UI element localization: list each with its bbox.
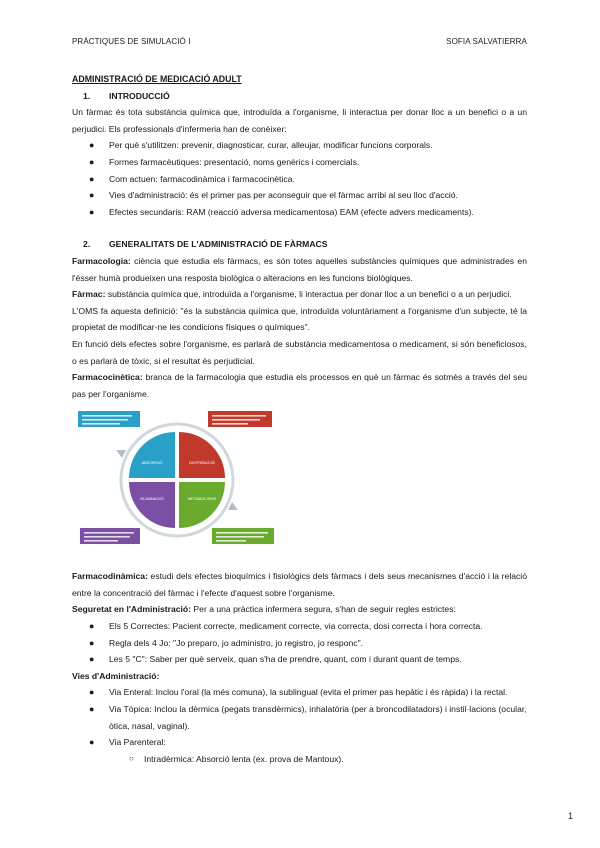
section-number: 1. xyxy=(83,90,91,101)
quadrant-eliminacio xyxy=(129,482,175,528)
seguretat-paragraph: Seguretat en l'Administració: Per a una pràctica infermera segura, s'han de seguir regles estrictes: xyxy=(72,604,456,615)
bullet-icon: ● xyxy=(89,637,95,648)
section-title: GENERALITATS DE L'ADMINISTRACIÓ DE FÀRMACS xyxy=(109,239,328,250)
farmacodinamica-paragraph: Farmacodinàmica: estudi dels efectes bioquímics i fisiològics dels fàrmacs i dels seus mecanismes d'acció i la relació entre la concentració del fàrmac i l'efecte d'aquest sobre l'organisme. xyxy=(72,571,527,598)
document-title: ADMINISTRACIÓ DE MEDICACIÓ ADULT xyxy=(72,74,242,84)
section-2-heading xyxy=(72,236,527,253)
quadrant-label: ABSORCIÓ xyxy=(141,460,163,466)
list-item: ● Via Tòpica: Inclou la dèrmica (pegats transdèrmics), inhalatòria (per a broncodilatadors) i instil·lacions (ocular, òtica, nasal, vaginal). xyxy=(72,701,527,734)
quadrant-label: ELIMINACIÓ xyxy=(140,496,164,502)
bullet-icon: ● xyxy=(89,156,95,167)
section-number: 2. xyxy=(83,239,91,250)
bullet-icon: ● xyxy=(89,206,95,217)
page-number: 1 xyxy=(567,811,573,821)
list-item: ● Vies d'administració: és el primer pas per aconseguir que el fàrmac arribi al seu lloc d'acció. xyxy=(72,187,527,204)
bullet-icon: ● xyxy=(89,687,95,698)
intro-bullet-list xyxy=(72,137,527,220)
farmac-paragraph: Fàrmac: substància química que, introduïda a l'organisme, li interactua per donar lloc a un benefici o a un perjudici. xyxy=(72,289,512,300)
oms-paragraph: L'OMS fa aquesta definició: "és la substància química que, introduïda voluntàriament a l'organisme d'un subjecte, té la propietat de modificar-ne les condicions físiques o químiques". xyxy=(72,305,527,333)
quadrant-absorcio xyxy=(129,432,175,478)
quadrant-distribucio xyxy=(179,432,225,478)
list-item: ● Formes farmacèutiques: presentació, noms genèrics i comercials. xyxy=(72,154,527,171)
bullet-icon: ● xyxy=(89,173,95,184)
cycle-arrow-ring xyxy=(121,424,233,536)
header-course: PRÀCTIQUES DE SIMULACIÓ I xyxy=(72,37,191,46)
bullet-icon: ● xyxy=(89,621,95,632)
list-item: ○ Intradèrmica: Absorció lenta (ex. prova de Mantoux). xyxy=(72,751,527,768)
list-item: ● Efectes secundaris: RAM (reacció adversa medicamentosa) EAM (efecte advers medicaments). xyxy=(72,204,527,221)
efectes-paragraph: En funció dels efectes sobre l'organisme, es parlarà de substància medicamentosa o medicament, si són beneficiosos, o es parlarà de tòxic, si el resultat és perjudicial. xyxy=(72,338,527,366)
hollow-bullet-icon: ○ xyxy=(129,753,134,763)
intro-paragraph: Un fàrmac és tota substància química que, introduïda a l'organisme, li interactua per donar lloc a un benefici o a un perjudici. Els professionals d'infermeria han de conèixer: xyxy=(72,107,527,134)
list-item: ● Per què s'utilitzen: prevenir, diagnosticar, curar, alleujar, modificar funcions corporals. xyxy=(72,137,527,154)
vies-bullet-list xyxy=(72,684,527,750)
list-item: ● Via Parenteral: xyxy=(72,734,527,751)
list-item: ● Regla dels 4 Jo: "Jo preparo, jo administro, jo registro, jo responc". xyxy=(72,635,527,652)
quadrant-label: DISTRIBUCIÓ xyxy=(189,460,215,466)
section-title: INTRODUCCIÓ xyxy=(109,90,170,101)
bullet-icon: ● xyxy=(89,704,95,715)
farmacologia-paragraph: Farmacologia: ciència que estudia els fàrmacs, es són totes aquelles substàncies químiques que administrades en l'ésser humà produeixen una resposta biològica o alteracions en les funcions biològiques. xyxy=(72,255,527,283)
bullet-icon: ● xyxy=(89,737,95,748)
quadrant-metabolisme xyxy=(179,482,225,528)
bullet-icon: ● xyxy=(89,654,95,665)
farmacocinetica-paragraph: Farmacocinètica: branca de la farmacologia que estudia els processos en què un fàrmac és sotmès a través del seu pas per l'organisme. xyxy=(72,372,527,399)
section-1-heading xyxy=(72,88,527,105)
list-item: ● Les 5 "C": Saber per què serveix, quan s'ha de prendre, quant, com i durant quant de temps. xyxy=(72,651,527,668)
pharmacokinetics-diagram xyxy=(78,410,298,550)
adme-cycle-graphic xyxy=(78,410,298,550)
bullet-icon: ● xyxy=(89,190,95,201)
list-item: ● Com actuen: farmacodinàmica i farmacocinètica. xyxy=(72,171,527,188)
list-item: ● Els 5 Correctes: Pacient correcte, medicament correcte, via correcta, dosi correcta i hora correcta. xyxy=(72,618,527,635)
list-item: ● Via Enteral: Inclou l'oral (la més comuna), la sublingual (evita el primer pas hepàtic i és ràpida) i la rectal. xyxy=(72,684,527,701)
quadrant-label: METABOLISME xyxy=(187,496,217,502)
bullet-icon: ● xyxy=(89,140,95,151)
vies-heading: Vies d'Administració: xyxy=(72,670,160,681)
seguretat-bullet-list xyxy=(72,618,527,668)
document-body xyxy=(72,71,527,767)
header-author: SOFIA SALVATIERRA xyxy=(446,37,527,46)
parenteral-sub-list xyxy=(72,751,527,768)
